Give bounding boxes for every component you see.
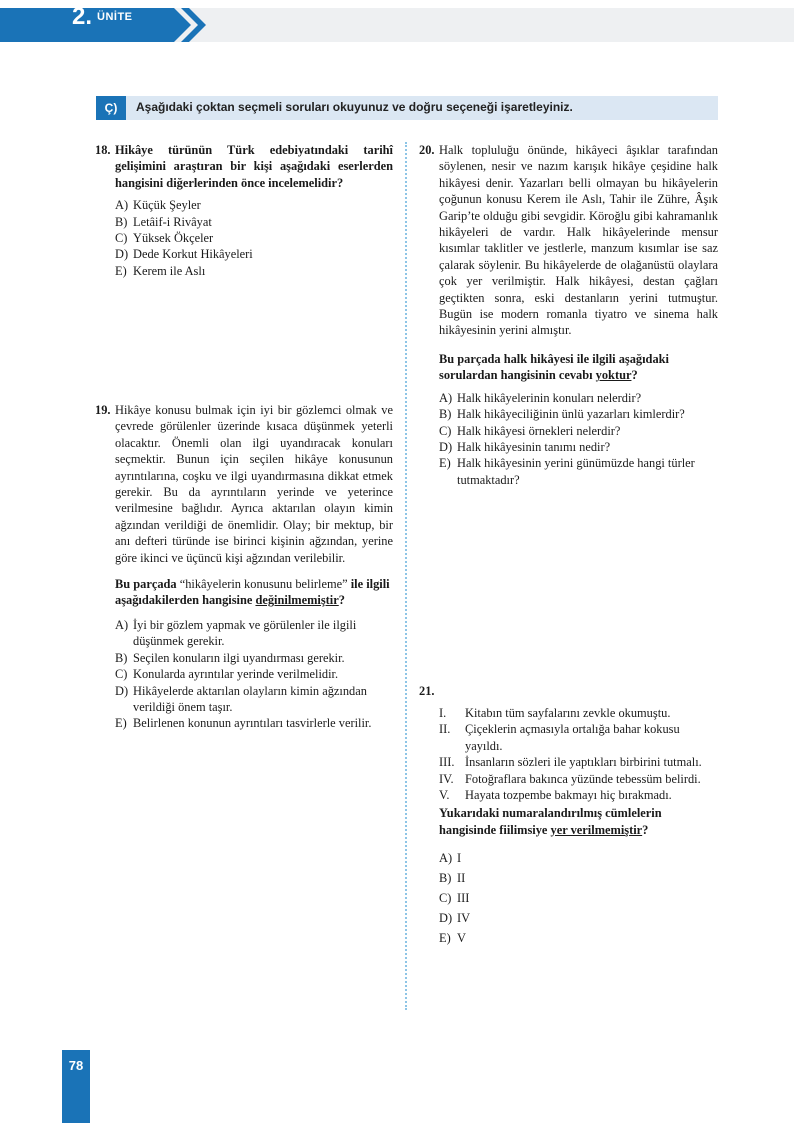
instruction-text: Aşağıdaki çoktan seçmeli soruları okuyunuz ve doğru seçeneği işaretleyiniz.	[136, 100, 573, 114]
question-stem-start: Bu parçada halk hikâyesi ile ilgili aşağıdaki sorulardan hangisinin cevabı	[439, 351, 669, 383]
sentence-text: İnsanların sözleri ile yaptıkları birbirini tutmalı.	[465, 755, 702, 770]
question-stem-end: ?	[631, 368, 638, 383]
option-label: B)	[439, 407, 452, 422]
option-label: C)	[115, 667, 128, 682]
option-c[interactable]	[439, 888, 718, 908]
options-list	[439, 848, 718, 948]
question-stem-start: Yukarıdaki numaralandırılmış cümlelerin hangisinde fiilimsiye	[439, 806, 662, 837]
option-label: C)	[115, 231, 128, 246]
option-a[interactable]	[439, 390, 718, 406]
sentence-4	[439, 771, 718, 787]
option-label: E)	[439, 931, 451, 946]
option-text: Seçilen konuların ilgi uyandırması gerekir.	[133, 650, 345, 665]
option-text: Dede Korkut Hikâyeleri	[133, 247, 253, 262]
option-text: Yüksek Ökçeler	[133, 231, 214, 246]
question-stem	[115, 576, 393, 609]
option-label: B)	[439, 871, 452, 886]
question-number: 20.	[419, 143, 435, 157]
question-passage: Halk topluluğu önünde, hikâyeci âşıklar tarafından söylenen, nesir ve nazım karışık hikâye çeşidine halk hikâyesi denir. Yazarları belli olmayan bu hikâyelerin çoğunun konusu Kerem ile Aslı, Tahir ile Zühre, Âşık Garip’te olduğu gibi sevgidir. Köroğlu gibi kahramanlık hikâyeleri de vardır. Halk hikâyelerinde mensur kısımlar taklitler ve jestlerle, manzum kısımlar ise saz çalarak söylenir. Bu hikâyelerde de olağanüstü olaylara çok yer verilmiştir. Halk hikâyesi, destan çağları geçtikten sonra, eski destanların yerini tutmuştur. Bugün ise modern romanla tiyatro ve sinema halk hikâyesinin yerini almıştır.	[439, 143, 718, 338]
sentence-text: Hayata tozpembe bakmayı hiç bırakmadı.	[465, 788, 672, 803]
sentence-text: Fotoğraflara bakınca yüzünde tebessüm belirdi.	[465, 771, 701, 786]
option-label: C)	[439, 423, 452, 438]
numbered-sentences	[439, 683, 718, 803]
option-label: B)	[115, 650, 128, 665]
column-divider	[405, 142, 407, 1010]
option-text: Halk hikâyesi örnekleri nelerdir?	[457, 423, 621, 438]
option-label: A)	[439, 390, 453, 405]
question-passage: Hikâye konusu bulmak için iyi bir gözlemci olmak ve çevrede görülenler üzerinde kısaca düşünmek yeterli olacaktır. Önemli olan ilgi uyandıracak konuları seçmektir. Bunun için seçilen hikâye konusunun ayrıntılarına, coşku ve ilgi uyandırmasına dikkat etmek gerekir. Bu da ayrıntıların yerinde ve yeterince verilmesine bağlıdır. Ayrıca aktarılan olayın kimin ağzından verildiği de önemlidir. Olay; bir mektup, bir anı defteri türünde ise birinci kişinin ağzından, yerine göre ikinci ve üçüncü kişi ağzından verilebilir.	[115, 403, 393, 565]
option-text: Konularda ayrıntılar yerinde verilmelidir.	[133, 667, 339, 682]
option-text: Küçük Şeyler	[133, 198, 201, 213]
option-d[interactable]	[115, 246, 393, 262]
option-e[interactable]	[439, 455, 718, 488]
option-label: A)	[115, 198, 129, 213]
option-text: Halk hikâyesinin tanımı nedir?	[457, 439, 611, 454]
option-d[interactable]	[439, 439, 718, 455]
option-b[interactable]	[439, 406, 718, 422]
unit-number: 2.	[72, 3, 93, 30]
question-stem-emphasis: yer verilmemiştir	[550, 822, 643, 837]
roman-label: V.	[439, 788, 450, 803]
option-text: Halk hikâyelerinin konuları nelerdir?	[457, 390, 642, 405]
option-c[interactable]	[115, 666, 393, 682]
question-stem: Hikâye türünün Türk edebiyatındaki tarihî gelişimini araştıran bir kişi aşağıdaki eserlerden hangisini diğerlerinden önce incelemelidir?	[115, 143, 393, 190]
option-label: B)	[115, 214, 128, 229]
question-stem-end: ?	[338, 593, 345, 608]
option-b[interactable]	[115, 650, 393, 666]
option-text: Halk hikâyesinin yerini günümüzde hangi türler tutmaktadır?	[457, 456, 695, 487]
option-text: Letâif-i Rivâyat	[133, 214, 212, 229]
question-stem-mid: ile ilgili aşağıdakilerden hangisine	[115, 577, 390, 608]
sentence-5	[439, 787, 718, 803]
question-number: 18.	[95, 143, 111, 157]
question-stem-emphasis: yoktur	[595, 368, 632, 383]
options-list	[115, 197, 393, 279]
unit-badge-shape	[0, 8, 191, 42]
option-e[interactable]	[439, 928, 718, 948]
options-list	[439, 390, 718, 488]
option-b[interactable]	[439, 868, 718, 888]
question-19	[95, 402, 393, 732]
sentence-2	[439, 721, 718, 754]
option-text: Kerem ile Aslı	[133, 263, 206, 278]
roman-label: IV.	[439, 771, 454, 786]
option-b[interactable]	[115, 214, 393, 230]
options-list	[115, 617, 393, 732]
option-e[interactable]	[115, 715, 393, 731]
option-text: III	[457, 891, 470, 906]
option-text: II	[457, 871, 466, 886]
option-c[interactable]	[439, 423, 718, 439]
sentence-text: Çiçeklerin açmasıyla ortalığa bahar kokusu yayıldı.	[465, 722, 680, 753]
option-label: D)	[439, 911, 453, 926]
question-20	[419, 142, 718, 488]
option-label: A)	[439, 851, 453, 866]
option-text: Halk hikâyeciliğinin ünlü yazarları kimlerdir?	[457, 407, 685, 422]
roman-label: III.	[439, 755, 455, 770]
section-letter: Ç)	[96, 96, 126, 120]
option-e[interactable]	[115, 263, 393, 279]
question-stem	[439, 805, 718, 838]
unit-label: ÜNİTE	[97, 11, 133, 23]
question-21	[419, 683, 718, 948]
option-label: E)	[115, 263, 127, 278]
option-label: D)	[115, 683, 129, 698]
question-18	[95, 142, 393, 279]
page-number: 78	[68, 1058, 84, 1073]
sentence-3	[439, 754, 718, 770]
roman-label: I.	[439, 706, 447, 720]
option-label: D)	[439, 439, 453, 454]
option-a[interactable]	[439, 848, 718, 868]
option-text: IV	[457, 911, 471, 926]
question-stem-end: ?	[642, 822, 649, 837]
option-a[interactable]	[115, 197, 393, 213]
option-a[interactable]	[115, 617, 393, 650]
option-text: V	[457, 931, 466, 946]
sentence-1	[439, 705, 718, 721]
question-number: 19.	[95, 403, 111, 417]
question-stem	[439, 351, 718, 384]
question-stem-quote: “hikâyelerin konusunu belirleme”	[176, 577, 351, 592]
option-d[interactable]	[439, 908, 718, 928]
question-number: 21.	[419, 684, 435, 698]
option-text: İyi bir gözlem yapmak ve görülenler ile ilgili düşünmek gerekir.	[133, 617, 357, 649]
roman-label: II.	[439, 722, 451, 737]
option-c[interactable]	[115, 230, 393, 246]
option-label: D)	[115, 247, 129, 262]
option-text: I	[457, 851, 462, 866]
option-text: Belirlenen konunun ayrıntıları tasvirlerle verilir.	[133, 716, 372, 731]
option-label: C)	[439, 891, 452, 906]
option-label: E)	[115, 716, 127, 731]
option-text: Hikâyelerde aktarılan olayların kimin ağzından verildiği önem taşır.	[133, 683, 367, 714]
question-stem-emphasis: değinilmemiştir	[255, 593, 339, 608]
sentence-text: Kitabın tüm sayfalarını zevkle okumuştu.	[465, 706, 671, 720]
option-label: E)	[439, 456, 451, 471]
option-label: A)	[115, 617, 129, 632]
option-d[interactable]	[115, 683, 393, 716]
question-stem-start: Bu parçada	[115, 577, 177, 592]
